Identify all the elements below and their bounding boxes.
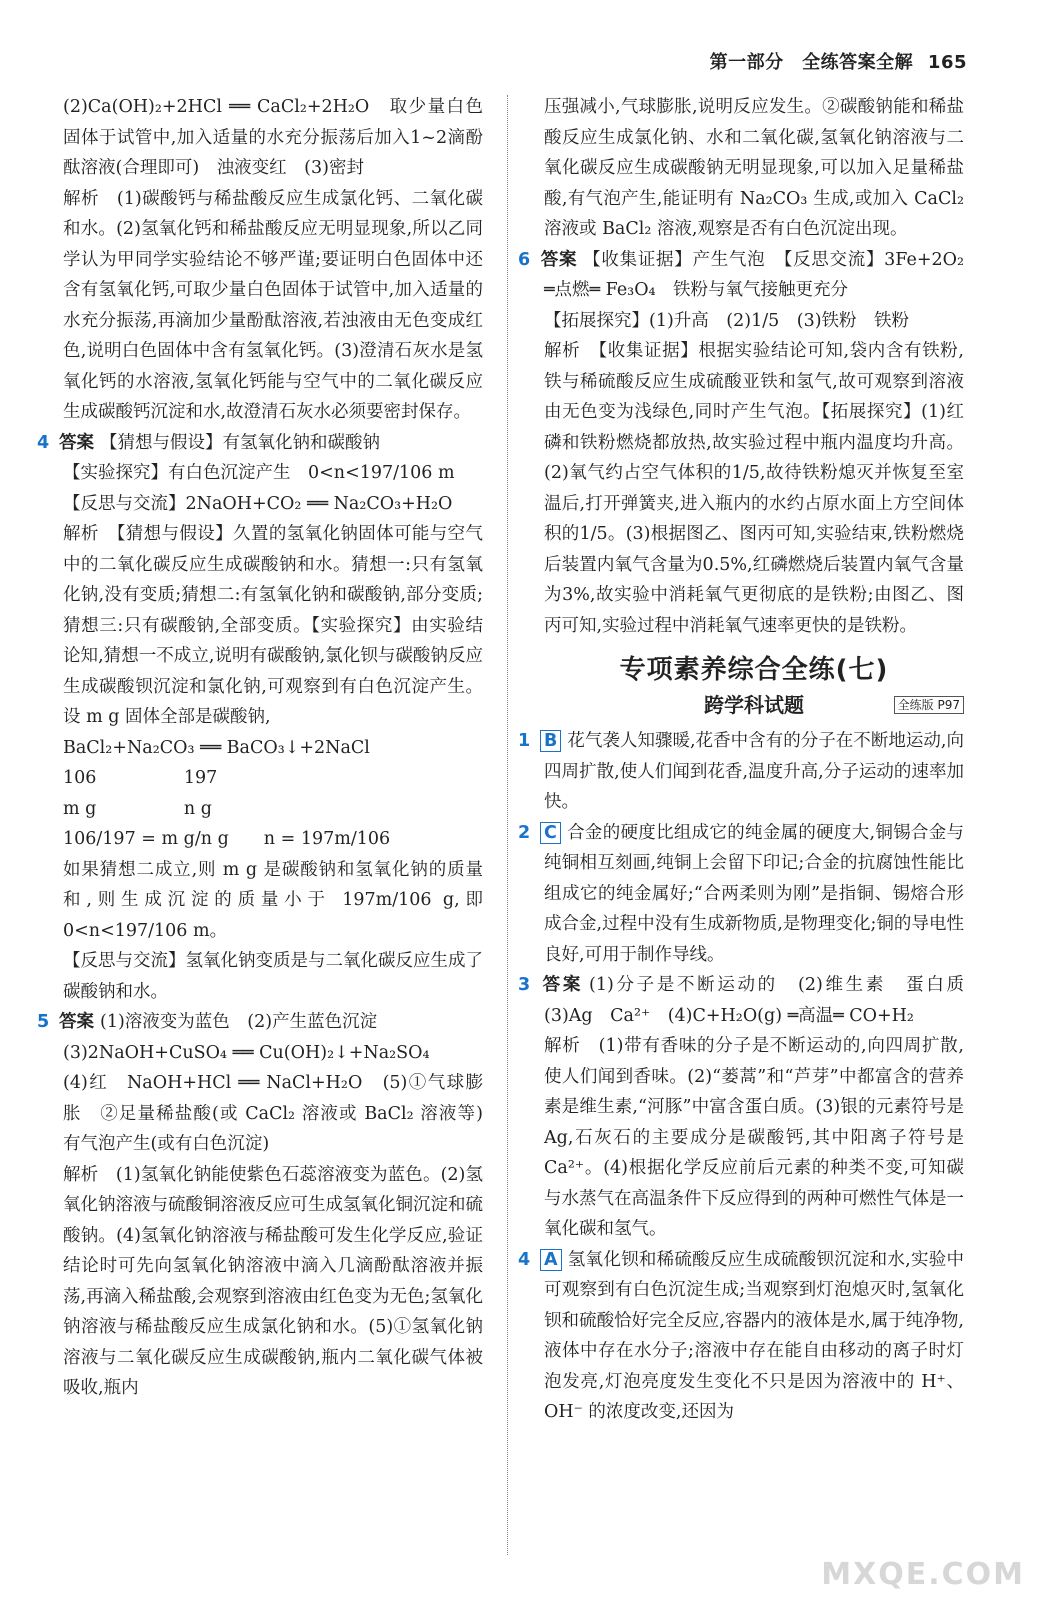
q4-answer-1: 【猜想与假设】有氢氧化钠和碳酸钠 [100,432,380,453]
question-number: 1 [518,731,531,751]
q5-answer-2: (3)2NaOH+CuSO₄ ══ Cu(OH)₂↓+Na₂SO₄ [63,1042,430,1063]
q6-analysis: 解析 【收集证据】根据实验结论可知,袋内含有铁粉,铁与稀硫酸反应生成硫酸亚铁和氢气,故可观察到溶液由无色变为浅绿色,同时产生气泡。【拓展探究】(1)红磷和铁粉燃烧都放热,故实验过程中瓶内温度均升高。(2)氧气约占空气体积的1/5,故待铁粉熄灭并恢复至室温后,打开弹簧夹,进入瓶内的水约占原水面上方空间体积的1/5。(3)根据图乙、图丙可知,实验结束,铁粉燃烧后装置内氧气含量为0.5%,红磷燃烧后装置内氧气含量为3%,故实验中消耗氧气更彻底的是铁粉;由图乙、图丙可知,实验过程中消耗氧气速率更快的是铁粉。 [544,341,964,636]
q5-analysis: 解析 (1)氢氧化钠能使紫色石蕊溶液变为蓝色。(2)氢氧化钠溶液与硫酸铜溶液反应可生成氢氧化铜沉淀和硫酸钠。(4)氢氧化钠溶液与稀盐酸可发生化学反应,验证结论时可先向氢氧化钠溶液中滴入几滴酚酞溶液并振荡,再滴入稀盐酸,会观察到溶液由红色变为无色;氢氧化钠溶液与稀盐酸反应生成氯化钠和水。(5)①氢氧化钠溶液与二氧化碳反应生成碳酸钠,瓶内二氧化碳气体被吸收,瓶内 [63,1164,483,1398]
choice-badge: B [540,730,561,752]
equation-proportion: 106/197 = m g/n g n = 197m/106 [63,829,391,849]
q5-analysis-continued: 压强减小,气球膨胀,说明反应发生。②碳酸钠能和稀盐酸反应生成氯化钠、水和二氧化碳,氢氧化钠溶液与二氧化碳反应生成碳酸钠无明显现象,可以加入足量稀盐酸,有气泡产生,能证明有 Na₂CO₃ 生成,或加入 CaCl₂ 溶液或 BaCl₂ 溶液,观察是否有白色沉淀出现。 [544,97,964,239]
question-number: 3 [518,975,531,995]
q4-more: 如果猜想二成立,则 m g 是碳酸钠和氢氧化钠的质量和,则生成沉淀的质量小于 197m/106 g,即 0<n<197/106 m。 [63,859,483,941]
page-reference-badge: 全练版 P97 [894,696,964,714]
q5-answer [37,1007,483,1038]
equation-values: m g n g [63,798,212,819]
page-header [710,48,967,74]
q4-answer [37,428,483,459]
answer-tag: 答案 [59,1012,94,1032]
s2-item [518,818,964,971]
q6-answer [518,245,965,306]
s3-item [518,970,982,1031]
s3-answer: (1)分子是不断运动的 (2)维生素 蛋白质 (3)Ag Ca²⁺ (4)C+H₂O(g) ═高温═ CO+H₂ [544,975,982,1026]
equation-line: BaCl₂+Na₂CO₃ ══ BaCO₃↓+2NaCl [63,737,370,758]
s3-analysis: 解析 (1)带有香味的分子是不断运动的,向四周扩散,使人们闻到香味。(2)“蒌蒿”和“芦芽”中都富含的营养素是维生素,“河豚”中富含蛋白质。(3)银的元素符号是 Ag,石灰石的主要成分是碳酸钙,其中阳离子符号是 Ca²⁺。(4)根据化学反应前后元素的种类不变,可知碳与水蒸气在高温条件下反应得到的两种可燃性气体是一氧化碳和氢气。 [544,1036,964,1239]
right-column [518,92,982,1428]
s4-text: 氢氧化钡和稀硫酸反应生成硫酸钡沉淀和水,实验中可观察到有白色沉淀生成;当观察到灯泡熄灭时,氢氧化钡和硫酸恰好完全反应,容器内的液体是水,属于纯净物,液体中存在水分子;溶液中存在能自由移动的离子时灯泡发亮,灯泡亮度发生变化不只是因为溶液中的 H⁺、OH⁻ 的浓度改变,还因为 [544,1249,964,1422]
q4-analysis: 解析 【猜想与假设】久置的氢氧化钠固体可能与空气中的二氧化碳反应生成碳酸钠和水。猜想一:只有氢氧化钠,没有变质;猜想二:有氢氧化钠和碳酸钠,部分变质;猜想三:只有碳酸钠,全部变质。【实验探究】由实验结论知,猜想一不成立,说明有碳酸钠,氯化钡与碳酸钠反应生成碳酸钡沉淀和氯化钠,可观察到有白色沉淀产生。设 m g 固体全部是碳酸钠, [63,524,483,727]
s2-text: 合金的硬度比组成它的纯金属的硬度大,铜锡合金与纯铜相互刻画,纯铜上会留下印记;合金的抗腐蚀性能比组成它的纯金属好;“合两柔则为刚”是指铜、锡熔合形成合金,过程中没有生成新物质,是物理变化;铜的导电性良好,可用于制作导线。 [544,822,964,965]
q6-answer-1: 【收集证据】产生气泡 【反思交流】3Fe+2O₂ ═点燃═ Fe₃O₄ 铁粉与氧气接触更充分 [544,249,965,300]
left-column [37,92,501,1404]
watermark: MXQE.COM [821,1557,1025,1592]
q6-answer-2: 【拓展探究】(1)升高 (2)1/5 (3)铁粉 铁粉 [544,310,910,331]
answer-tag: 答案 [540,249,578,270]
choice-badge: A [540,1249,562,1271]
header-section: 第一部分 全练答案全解 [709,52,914,73]
question-number: 2 [518,822,531,843]
sub-title-text: 跨学科试题 [704,692,804,717]
q4-answer-2: 【实验探究】有白色沉淀产生 0<n<197/106 m [63,463,455,483]
q4-reflect: 【反思与交流】氢氧化钠变质是与二氧化碳反应生成了碳酸钠和水。 [63,951,483,1002]
s1-text: 花气袭人知骤暖,花香中含有的分子在不断地运动,向四周扩散,使人们闻到花香,温度升高,分子运动的速率加快。 [544,731,964,812]
column-divider [507,95,508,1555]
q5-answer-3: (4)红 NaOH+HCl ══ NaCl+H₂O (5)①气球膨胀 ②足量稀盐酸(或 CaCl₂ 溶液或 BaCl₂ 溶液等) 有气泡产生(或有白色沉淀) [63,1073,501,1154]
question-number: 5 [37,1012,50,1032]
s4-item [518,1245,964,1428]
choice-badge: C [540,822,561,844]
equation-masses: 106 197 [63,768,218,788]
section-title: 专项素养综合全练(七) [619,655,889,685]
q5-answer-1: (1)溶液变为蓝色 (2)产生蓝色沉淀 [100,1012,378,1032]
q3-analysis: 解析 (1)碳酸钙与稀盐酸反应生成氯化钙、二氧化碳和水。(2)氢氧化钙和稀盐酸反应无明显现象,所以乙同学认为甲同学实验结论不够严谨;要证明白色固体中还含有氢氧化钙,可取少量白色固体于试管中,加入适量的水充分振荡,再滴加少量酚酞溶液,若浊液由无色变成红色,说明白色固体中含有氢氧化钙。(3)澄清石灰水是氢氧化钙的水溶液,氢氧化钙能与空气中的二氧化碳反应生成碳酸钙沉淀和水,故澄清石灰水必须要密封保存。 [63,188,483,422]
answer-tag: 答案 [540,975,584,995]
s1-item [518,726,964,818]
page-number: 165 [927,52,967,73]
question-number: 4 [37,432,50,453]
q4-answer-3: 【反思与交流】2NaOH+CO₂ ══ Na₂CO₃+H₂O [63,493,453,514]
question-number: 6 [518,249,531,270]
sub-title [544,690,964,721]
answer-tag: 答案 [59,432,94,453]
question-number: 4 [518,1249,531,1270]
q3-answer-continued: (2)Ca(OH)₂+2HCl ══ CaCl₂+2H₂O 取少量白色固体于试管中,加入适量的水充分振荡后加入1~2滴酚酞溶液(合理即可) 浊液变红 (3)密封 [63,97,483,178]
